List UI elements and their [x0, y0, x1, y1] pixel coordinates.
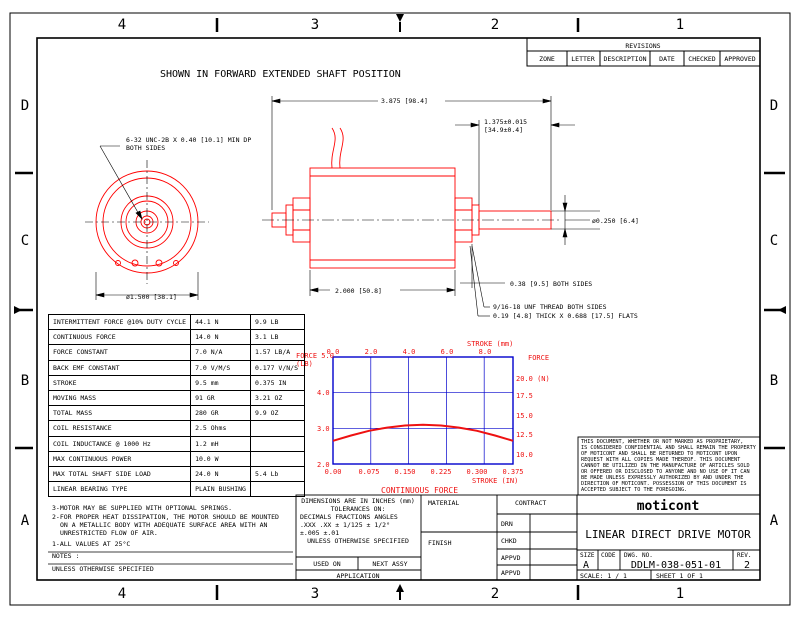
shaft-extension-label-1: 1.375±0.015 [484, 118, 528, 126]
tap-note-2: BOTH SIDES [126, 144, 166, 152]
x-axis-label: STROKE (IN) [472, 477, 519, 485]
spec-name: INTERMITTENT FORCE @10% DUTY CYCLE [49, 315, 191, 330]
spec-row [49, 451, 305, 466]
shaft-diameter-label: ø0.250 [6.4] [592, 217, 639, 225]
x-tick-225: 0.225 [430, 468, 452, 476]
chkd-label: CHKD [501, 537, 517, 545]
zone-row-c: C [20, 233, 30, 249]
right-tick-15: 15.0 [516, 412, 533, 420]
rev-col-approved: APPROVED [724, 55, 756, 63]
spec-row [49, 482, 305, 497]
body-length-label: 2.000 [50.8] [335, 287, 382, 295]
spec-row [49, 436, 305, 451]
specifications-table [48, 314, 305, 497]
tolerance-text [300, 497, 546, 580]
size-label: SIZE [580, 552, 595, 559]
zone-row-a-right: A [769, 513, 779, 529]
spec-row [49, 406, 305, 421]
spec-metric: 2.5 Ohms [191, 421, 251, 436]
contract-label: CONTRACT [515, 499, 547, 507]
spec-name: CONTINUOUS FORCE [49, 330, 191, 345]
zone-row-c-right: C [769, 233, 779, 249]
svg-text:OR OFFERED OR DISCLOSED TO ANY: OR OFFERED OR DISCLOSED TO ANYONE AND NO USE OF IT CAN [581, 469, 750, 475]
spec-metric: 14.0 N [191, 330, 251, 345]
overall-length-label: 3.875 [98.4] [381, 97, 428, 105]
note-1: 1-ALL VALUES AT 25°C [52, 540, 131, 548]
zone-col-3-bottom: 3 [310, 586, 320, 602]
spec-name: COIL RESISTANCE [49, 421, 191, 436]
spec-imperial: 9.9 LB [250, 315, 304, 330]
x-tick-0: 0.00 [324, 468, 342, 476]
rev-col-zone: ZONE [539, 55, 555, 63]
spec-imperial: 1.57 LB/A [250, 345, 304, 360]
application-label: APPLICATION [336, 572, 380, 580]
top-tick-2: 2.0 [364, 348, 378, 356]
notes-label: NOTES : [52, 552, 80, 560]
end-diameter-label: ø1.500 [38.1] [126, 293, 177, 301]
top-axis-label: STROKE (mm) [467, 340, 514, 348]
note-2c: UNRESTRICTED FLOW OF AIR. [60, 529, 158, 537]
tol-line-1: DIMENSIONS ARE IN INCHES (mm) [301, 497, 415, 505]
spec-metric: 24.0 N [191, 466, 251, 481]
drn-label: DRN [501, 520, 513, 528]
zone-col-4-bottom: 4 [117, 586, 127, 602]
spec-name: MAX CONTINUOUS POWER [49, 451, 191, 466]
spec-row [49, 345, 305, 360]
spec-metric: 91 GR [191, 390, 251, 405]
svg-text:OF MOTICONT AND SHALL BE RETUR: OF MOTICONT AND SHALL BE RETURNED TO MOTICONT UPON [581, 451, 738, 457]
rev-col-letter: LETTER [571, 55, 595, 63]
revision-labels [539, 42, 756, 63]
top-tick-8: 8.0 [478, 348, 492, 356]
rev-value: 2 [744, 560, 751, 571]
tap-note-1: 6-32 UNC-2B X 0.40 [10.1] MIN DP [126, 136, 252, 144]
spec-name: LINEAR BEARING TYPE [49, 482, 191, 497]
spec-metric: 9.5 mm [191, 375, 251, 390]
tol-line-5: ±.005 ±.01 [300, 529, 340, 537]
finish-label: FINISH [428, 539, 452, 547]
left-axis-label-2: (LB) [296, 360, 313, 368]
svg-text:REQUEST WITH ALL COPIES MADE T: REQUEST WITH ALL COPIES MADE THEREOF. THIS DOCUMENT [581, 457, 741, 463]
spec-imperial [250, 436, 304, 451]
code-label: CODE [601, 552, 616, 559]
svg-text:BE MADE UNLESS EXPRESSLY AUTHO: BE MADE UNLESS EXPRESSLY AUTHORIZED BY AND UNDER THE [581, 475, 744, 481]
spec-row [49, 421, 305, 436]
drawing-title: LINEAR DIRECT DRIVE MOTOR [585, 528, 751, 541]
zone-col-1-bottom: 1 [675, 586, 685, 602]
continuous-force-curve [333, 425, 513, 441]
rev-label: REV. [737, 552, 752, 559]
spec-row [49, 330, 305, 345]
svg-text:IS CONSIDERED CONFIDENTIAL AND: IS CONSIDERED CONFIDENTIAL AND SHALL REMAIN THE PROPERTY [581, 445, 756, 451]
spec-row [49, 375, 305, 390]
right-axis-label: FORCE [528, 354, 550, 362]
zone-row-a: A [20, 513, 30, 529]
spec-imperial: 3.1 LB [250, 330, 304, 345]
spec-imperial [250, 482, 304, 497]
dwg-no-label: DWG. NO. [624, 552, 653, 559]
note-2b: ON A METALLIC BODY WITH ADEQUATE SURFACE AREA WITH AN [60, 521, 268, 529]
company-logo: moticont [636, 499, 700, 514]
right-tick-175: 17.5 [516, 392, 533, 400]
left-tick-4: 4.0 [317, 389, 330, 397]
thread-label: 9/16-18 UNF THREAD BOTH SIDES [493, 303, 607, 311]
spec-imperial: 0.375 IN [250, 375, 304, 390]
spec-imperial: 9.9 OZ [250, 406, 304, 421]
left-axis-label-1: FORCE 5.0 [296, 352, 334, 360]
spec-imperial: 0.177 V/N/S [250, 360, 304, 375]
spec-name: MAX TOTAL SHAFT SIDE LOAD [49, 466, 191, 481]
right-tick-10: 10.0 [516, 451, 533, 459]
appvd-label-1: APPVD [501, 554, 521, 562]
revisions-title: REVISIONS [625, 42, 661, 50]
notes-unless: UNLESS OTHERWISE SPECIFIED [52, 565, 154, 573]
left-tick-2: 2.0 [317, 461, 330, 469]
next-assy-label: NEXT ASSY [372, 560, 408, 568]
spec-metric: 7.0 N/A [191, 345, 251, 360]
spec-name: TOTAL MASS [49, 406, 191, 421]
zone-row-d-right: D [769, 98, 779, 114]
spec-metric: 1.2 mH [191, 436, 251, 451]
right-tick-125: 12.5 [516, 431, 533, 439]
scale-label: SCALE: 1 / 1 [580, 572, 627, 580]
tol-line-6: UNLESS OTHERWISE SPECIFIED [307, 537, 409, 545]
material-label: MATERIAL [428, 499, 460, 507]
spec-name: FORCE CONSTANT [49, 345, 191, 360]
tol-line-4: .XXX .XX ± 1/125 ± 1/2° [300, 521, 391, 529]
spec-name: STROKE [49, 375, 191, 390]
spec-row [49, 315, 305, 330]
spec-row [49, 360, 305, 375]
x-tick-150: 0.150 [394, 468, 416, 476]
used-on-label: USED ON [313, 560, 341, 568]
left-tick-3: 3.0 [317, 425, 330, 433]
size-value: A [583, 560, 590, 571]
note-3: 3-MOTOR MAY BE SUPPLIED WITH OPTIONAL SPRINGS. [52, 504, 233, 512]
chart-frame [333, 357, 513, 464]
spec-metric: 44.1 N [191, 315, 251, 330]
zone-col-2-bottom: 2 [490, 586, 500, 602]
top-tick-0: 0.0 [326, 348, 340, 356]
spec-row [49, 466, 305, 481]
zone-col-4: 4 [117, 17, 127, 33]
spec-metric: 7.0 V/M/S [191, 360, 251, 375]
motor-side-view [272, 128, 551, 268]
zone-col-3: 3 [310, 17, 320, 33]
right-tick-20: 20.0 (N) [516, 375, 550, 383]
spec-metric: 280 GR [191, 406, 251, 421]
top-tick-4: 4.0 [402, 348, 416, 356]
position-note: SHOWN IN FORWARD EXTENDED SHAFT POSITION [160, 69, 401, 80]
spec-imperial: 3.21 OZ [250, 390, 304, 405]
tol-line-3: DECIMALS FRACTIONS ANGLES [300, 513, 398, 521]
notes-block [52, 504, 279, 573]
rev-col-checked: CHECKED [688, 55, 716, 63]
top-tick-6: 6.0 [440, 348, 454, 356]
flats-label: 0.19 [4.8] THICK X 0.688 [17.5] FLATS [493, 312, 638, 320]
svg-text:DIRECTION OF MOTICONT. POSSESS: DIRECTION OF MOTICONT. POSSESSION OF THIS DOCUMENT IS [581, 481, 747, 487]
spec-imperial [250, 421, 304, 436]
spec-metric: PLAIN BUSHING [191, 482, 251, 497]
shaft-extension-label-2: [34.9±0.4] [484, 126, 524, 134]
spec-imperial: 5.4 Lb [250, 466, 304, 481]
chart-title: CONTINUOUS FORCE [381, 486, 459, 495]
x-tick-075: 0.075 [358, 468, 380, 476]
spec-metric: 10.0 W [191, 451, 251, 466]
proprietary-notice [581, 439, 757, 493]
svg-text:ACCEPTED SUBJECT TO THE FOREGO: ACCEPTED SUBJECT TO THE FOREGOING. [581, 487, 688, 493]
zone-col-2: 2 [490, 17, 500, 33]
zone-row-d: D [20, 98, 30, 114]
note-2a: 2-FOR PROPER HEAT DISSIPATION, THE MOTOR SHOULD BE MOUNTED [52, 513, 279, 521]
sheet-label: SHEET 1 OF 1 [656, 572, 703, 580]
zone-row-b-right: B [769, 373, 779, 389]
force-stroke-chart [296, 340, 550, 495]
spec-row [49, 390, 305, 405]
zone-row-b: B [20, 373, 30, 389]
spec-imperial [250, 451, 304, 466]
tol-line-2: TOLERANCES ON: [330, 505, 386, 513]
appvd-label-2: APPVD [501, 569, 521, 577]
x-tick-375: 0.375 [502, 468, 524, 476]
rev-col-date: DATE [659, 55, 675, 63]
svg-text:CANNOT BE UTILIZED IN THE MANU: CANNOT BE UTILIZED IN THE MANUFACTURE OF ARTICLES SOLD [581, 463, 750, 469]
svg-text:THIS DOCUMENT, WHETHER OR NOT: THIS DOCUMENT, WHETHER OR NOT MARKED AS PROPRIETARY, [581, 439, 744, 445]
x-tick-300: 0.300 [466, 468, 488, 476]
spec-name: BACK EMF CONSTANT [49, 360, 191, 375]
dwg-no-value: DDLM-038-051-01 [630, 560, 722, 571]
spec-name: MOVING MASS [49, 390, 191, 405]
rev-col-description: DESCRIPTION [603, 55, 647, 63]
zone-col-1: 1 [675, 17, 685, 33]
spec-name: COIL INDUCTANCE @ 1000 Hz [49, 436, 191, 451]
side-length-label: 0.38 [9.5] BOTH SIDES [510, 280, 593, 288]
end-view-centerlines [85, 160, 209, 284]
